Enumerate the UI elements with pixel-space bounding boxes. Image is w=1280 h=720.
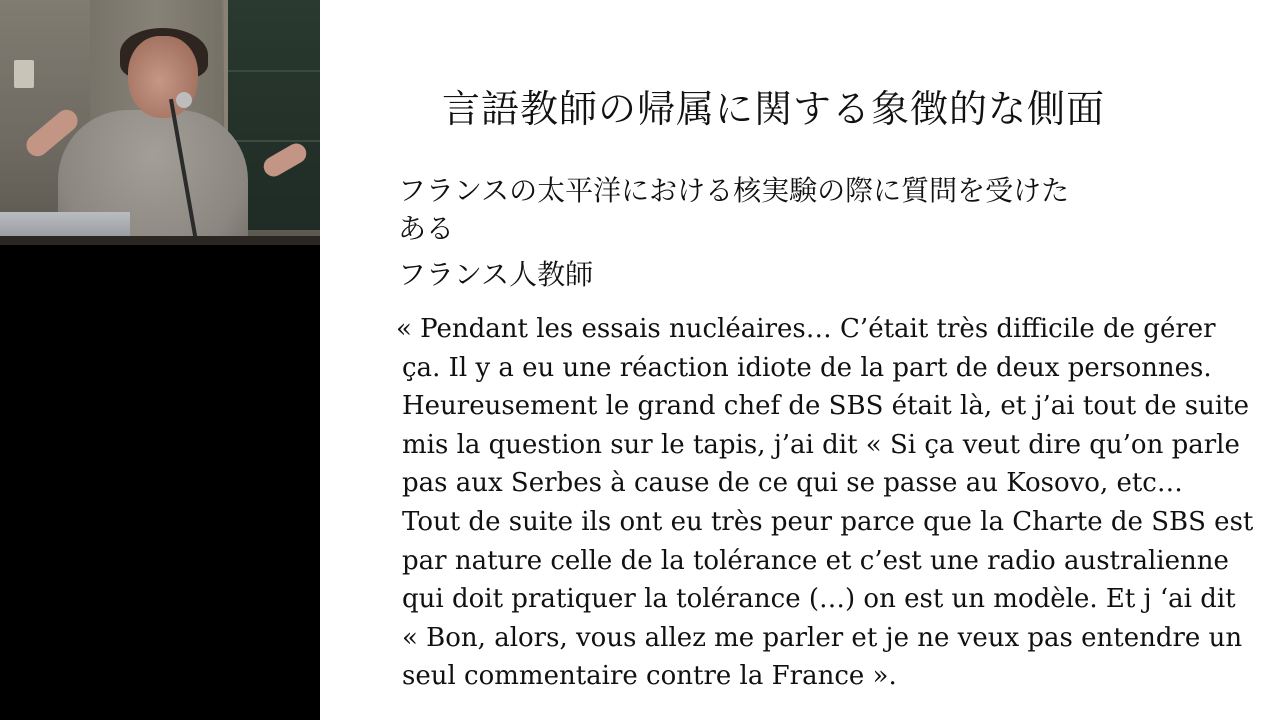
slide-title: 言語教師の帰属に関する象徴的な側面 — [442, 87, 1106, 131]
quote-line: seul commentaire contre la France ». — [402, 661, 897, 692]
quote-line: pas aux Serbes à cause de ce qui se passe au Kosovo, etc… — [402, 468, 1183, 499]
quote-line: Heureusement le grand chef de SBS était là, et j’ai tout de suite — [402, 391, 1249, 422]
quote-line: par nature celle de la tolérance et c’est une radio australienne — [402, 545, 1229, 576]
light-switch — [14, 60, 34, 88]
lectern — [0, 236, 320, 245]
quote-line: mis la question sur le tapis, j’ai dit « Si ça veut dire qu’on parle — [402, 429, 1240, 460]
chalkboard-line — [228, 140, 320, 142]
slide-subtitle-speaker — [398, 256, 1198, 294]
quote-line: « Bon, alors, vous allez me parler et je ne veux pas entendre un — [402, 622, 1243, 653]
quote-line: « Pendant les essais nucléaires… C’était très difficile de gérer — [396, 314, 1216, 344]
subtitle-line: ある — [398, 212, 455, 245]
microphone-icon — [176, 92, 192, 108]
slide-subtitle — [398, 172, 1198, 248]
subtitle-line: フランス人教師 — [398, 258, 594, 291]
quote-line: Tout de suite ils ont eu très peur parce que la Charte de SBS est — [402, 506, 1254, 537]
quote-line: qui doit pratiquer la tolérance (…) on est un modèle. Et j ‘ai dit — [402, 584, 1236, 615]
presentation-slide — [320, 0, 1280, 720]
subtitle-line: フランスの太平洋における核実験の際に質問を受けた — [398, 174, 1070, 207]
chalkboard-line — [228, 70, 320, 72]
quote-block — [396, 310, 1254, 696]
speaker-camera-inset — [0, 0, 320, 245]
quote-line: ça. Il y a eu une réaction idiote de la part de deux personnes. — [402, 352, 1212, 383]
